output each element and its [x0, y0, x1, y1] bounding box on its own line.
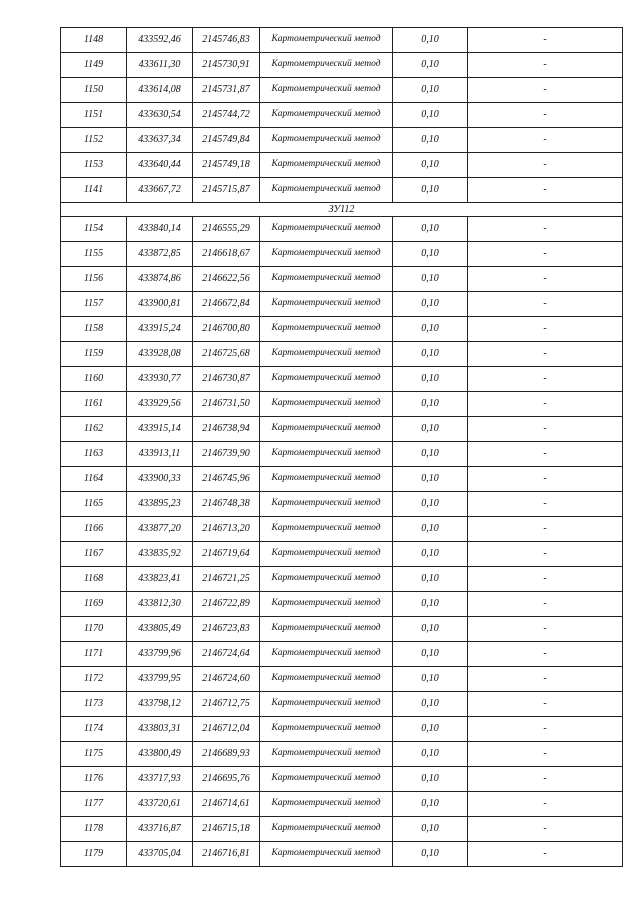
method-cell: Картометрический метод	[260, 617, 393, 642]
x-coordinate-cell: 433798,12	[127, 692, 193, 717]
table-row	[61, 78, 623, 103]
x-coordinate-cell: 433840,14	[127, 217, 193, 242]
note-cell: -	[468, 692, 623, 717]
point-number-cell: 1172	[61, 667, 127, 692]
accuracy-cell: 0,10	[393, 617, 468, 642]
x-coordinate-cell: 433915,24	[127, 317, 193, 342]
accuracy-cell: 0,10	[393, 642, 468, 667]
note-cell: -	[468, 492, 623, 517]
x-coordinate-cell: 433667,72	[127, 178, 193, 203]
accuracy-cell: 0,10	[393, 667, 468, 692]
group-label: ЗУ112	[61, 203, 623, 217]
accuracy-cell: 0,10	[393, 292, 468, 317]
table-row	[61, 792, 623, 817]
x-coordinate-cell: 433799,96	[127, 642, 193, 667]
method-cell: Картометрический метод	[260, 217, 393, 242]
table-row	[61, 342, 623, 367]
note-cell: -	[468, 153, 623, 178]
accuracy-cell: 0,10	[393, 28, 468, 53]
x-coordinate-cell: 433637,34	[127, 128, 193, 153]
x-coordinate-cell: 433913,11	[127, 442, 193, 467]
y-coordinate-cell: 2146731,50	[193, 392, 260, 417]
point-number-cell: 1177	[61, 792, 127, 817]
note-cell: -	[468, 592, 623, 617]
x-coordinate-cell: 433928,08	[127, 342, 193, 367]
table-row	[61, 817, 623, 842]
point-number-cell: 1159	[61, 342, 127, 367]
point-number-cell: 1170	[61, 617, 127, 642]
y-coordinate-cell: 2146730,87	[193, 367, 260, 392]
y-coordinate-cell: 2146714,61	[193, 792, 260, 817]
accuracy-cell: 0,10	[393, 442, 468, 467]
table-row	[61, 178, 623, 203]
point-number-cell: 1178	[61, 817, 127, 842]
accuracy-cell: 0,10	[393, 567, 468, 592]
y-coordinate-cell: 2145730,91	[193, 53, 260, 78]
x-coordinate-cell: 433800,49	[127, 742, 193, 767]
accuracy-cell: 0,10	[393, 592, 468, 617]
y-coordinate-cell: 2146689,93	[193, 742, 260, 767]
point-number-cell: 1175	[61, 742, 127, 767]
method-cell: Картометрический метод	[260, 642, 393, 667]
table-row	[61, 742, 623, 767]
table-row	[61, 717, 623, 742]
method-cell: Картометрический метод	[260, 367, 393, 392]
y-coordinate-cell: 2146672,84	[193, 292, 260, 317]
point-number-cell: 1174	[61, 717, 127, 742]
table-row	[61, 617, 623, 642]
point-number-cell: 1169	[61, 592, 127, 617]
point-number-cell: 1176	[61, 767, 127, 792]
x-coordinate-cell: 433900,33	[127, 467, 193, 492]
point-number-cell: 1166	[61, 517, 127, 542]
accuracy-cell: 0,10	[393, 103, 468, 128]
x-coordinate-cell: 433872,85	[127, 242, 193, 267]
point-number-cell: 1167	[61, 542, 127, 567]
y-coordinate-cell: 2145749,18	[193, 153, 260, 178]
accuracy-cell: 0,10	[393, 742, 468, 767]
point-number-cell: 1155	[61, 242, 127, 267]
note-cell: -	[468, 417, 623, 442]
method-cell: Картометрический метод	[260, 78, 393, 103]
table-row	[61, 292, 623, 317]
point-number-cell: 1152	[61, 128, 127, 153]
document-page	[60, 27, 622, 867]
accuracy-cell: 0,10	[393, 178, 468, 203]
x-coordinate-cell: 433823,41	[127, 567, 193, 592]
method-cell: Картометрический метод	[260, 667, 393, 692]
accuracy-cell: 0,10	[393, 78, 468, 103]
y-coordinate-cell: 2146721,25	[193, 567, 260, 592]
y-coordinate-cell: 2146719,64	[193, 542, 260, 567]
x-coordinate-cell: 433915,14	[127, 417, 193, 442]
table-row	[61, 692, 623, 717]
y-coordinate-cell: 2145715,87	[193, 178, 260, 203]
method-cell: Картометрический метод	[260, 267, 393, 292]
x-coordinate-cell: 433895,23	[127, 492, 193, 517]
accuracy-cell: 0,10	[393, 492, 468, 517]
y-coordinate-cell: 2146745,96	[193, 467, 260, 492]
table-row	[61, 367, 623, 392]
coordinates-table	[60, 27, 623, 867]
note-cell: -	[468, 842, 623, 867]
y-coordinate-cell: 2146724,64	[193, 642, 260, 667]
x-coordinate-cell: 433929,56	[127, 392, 193, 417]
y-coordinate-cell: 2146695,76	[193, 767, 260, 792]
x-coordinate-cell: 433717,93	[127, 767, 193, 792]
note-cell: -	[468, 103, 623, 128]
point-number-cell: 1161	[61, 392, 127, 417]
accuracy-cell: 0,10	[393, 392, 468, 417]
accuracy-cell: 0,10	[393, 217, 468, 242]
accuracy-cell: 0,10	[393, 128, 468, 153]
y-coordinate-cell: 2146712,75	[193, 692, 260, 717]
x-coordinate-cell: 433630,54	[127, 103, 193, 128]
x-coordinate-cell: 433877,20	[127, 517, 193, 542]
table-row	[61, 217, 623, 242]
table-row	[61, 242, 623, 267]
table-row	[61, 317, 623, 342]
note-cell: -	[468, 617, 623, 642]
table-row	[61, 517, 623, 542]
y-coordinate-cell: 2146724,60	[193, 667, 260, 692]
method-cell: Картометрический метод	[260, 28, 393, 53]
method-cell: Картометрический метод	[260, 842, 393, 867]
x-coordinate-cell: 433705,04	[127, 842, 193, 867]
coordinates-table-body	[61, 28, 623, 867]
accuracy-cell: 0,10	[393, 342, 468, 367]
table-row	[61, 492, 623, 517]
note-cell: -	[468, 442, 623, 467]
table-row	[61, 842, 623, 867]
accuracy-cell: 0,10	[393, 817, 468, 842]
method-cell: Картометрический метод	[260, 317, 393, 342]
y-coordinate-cell: 2146716,81	[193, 842, 260, 867]
x-coordinate-cell: 433640,44	[127, 153, 193, 178]
method-cell: Картометрический метод	[260, 542, 393, 567]
table-row	[61, 767, 623, 792]
method-cell: Картометрический метод	[260, 817, 393, 842]
method-cell: Картометрический метод	[260, 153, 393, 178]
note-cell: -	[468, 667, 623, 692]
note-cell: -	[468, 342, 623, 367]
y-coordinate-cell: 2146713,20	[193, 517, 260, 542]
note-cell: -	[468, 517, 623, 542]
note-cell: -	[468, 642, 623, 667]
note-cell: -	[468, 178, 623, 203]
accuracy-cell: 0,10	[393, 767, 468, 792]
table-row	[61, 103, 623, 128]
method-cell: Картометрический метод	[260, 717, 393, 742]
point-number-cell: 1160	[61, 367, 127, 392]
table-row	[61, 392, 623, 417]
table-row	[61, 567, 623, 592]
x-coordinate-cell: 433614,08	[127, 78, 193, 103]
point-number-cell: 1149	[61, 53, 127, 78]
method-cell: Картометрический метод	[260, 178, 393, 203]
x-coordinate-cell: 433611,30	[127, 53, 193, 78]
point-number-cell: 1141	[61, 178, 127, 203]
point-number-cell: 1153	[61, 153, 127, 178]
y-coordinate-cell: 2146715,18	[193, 817, 260, 842]
point-number-cell: 1164	[61, 467, 127, 492]
note-cell: -	[468, 742, 623, 767]
point-number-cell: 1165	[61, 492, 127, 517]
y-coordinate-cell: 2146622,56	[193, 267, 260, 292]
note-cell: -	[468, 367, 623, 392]
note-cell: -	[468, 317, 623, 342]
y-coordinate-cell: 2146722,89	[193, 592, 260, 617]
accuracy-cell: 0,10	[393, 417, 468, 442]
table-row	[61, 417, 623, 442]
note-cell: -	[468, 78, 623, 103]
note-cell: -	[468, 817, 623, 842]
accuracy-cell: 0,10	[393, 367, 468, 392]
method-cell: Картометрический метод	[260, 742, 393, 767]
y-coordinate-cell: 2145749,84	[193, 128, 260, 153]
point-number-cell: 1156	[61, 267, 127, 292]
accuracy-cell: 0,10	[393, 242, 468, 267]
method-cell: Картометрический метод	[260, 53, 393, 78]
table-row	[61, 592, 623, 617]
point-number-cell: 1173	[61, 692, 127, 717]
y-coordinate-cell: 2146738,94	[193, 417, 260, 442]
note-cell: -	[468, 242, 623, 267]
accuracy-cell: 0,10	[393, 153, 468, 178]
method-cell: Картометрический метод	[260, 467, 393, 492]
method-cell: Картометрический метод	[260, 492, 393, 517]
method-cell: Картометрический метод	[260, 242, 393, 267]
table-row	[61, 53, 623, 78]
method-cell: Картометрический метод	[260, 692, 393, 717]
point-number-cell: 1158	[61, 317, 127, 342]
y-coordinate-cell: 2145744,72	[193, 103, 260, 128]
method-cell: Картометрический метод	[260, 292, 393, 317]
method-cell: Картометрический метод	[260, 392, 393, 417]
x-coordinate-cell: 433874,86	[127, 267, 193, 292]
accuracy-cell: 0,10	[393, 842, 468, 867]
accuracy-cell: 0,10	[393, 542, 468, 567]
note-cell: -	[468, 792, 623, 817]
point-number-cell: 1151	[61, 103, 127, 128]
table-row	[61, 267, 623, 292]
note-cell: -	[468, 292, 623, 317]
accuracy-cell: 0,10	[393, 517, 468, 542]
x-coordinate-cell: 433799,95	[127, 667, 193, 692]
point-number-cell: 1162	[61, 417, 127, 442]
note-cell: -	[468, 467, 623, 492]
note-cell: -	[468, 542, 623, 567]
method-cell: Картометрический метод	[260, 103, 393, 128]
note-cell: -	[468, 267, 623, 292]
accuracy-cell: 0,10	[393, 467, 468, 492]
note-cell: -	[468, 53, 623, 78]
method-cell: Картометрический метод	[260, 567, 393, 592]
table-row	[61, 128, 623, 153]
table-row	[61, 667, 623, 692]
point-number-cell: 1150	[61, 78, 127, 103]
table-row	[61, 542, 623, 567]
table-row	[61, 642, 623, 667]
method-cell: Картометрический метод	[260, 128, 393, 153]
method-cell: Картометрический метод	[260, 342, 393, 367]
x-coordinate-cell: 433592,46	[127, 28, 193, 53]
y-coordinate-cell: 2146700,80	[193, 317, 260, 342]
point-number-cell: 1163	[61, 442, 127, 467]
y-coordinate-cell: 2146748,38	[193, 492, 260, 517]
note-cell: -	[468, 567, 623, 592]
x-coordinate-cell: 433805,49	[127, 617, 193, 642]
point-number-cell: 1168	[61, 567, 127, 592]
y-coordinate-cell: 2145731,87	[193, 78, 260, 103]
method-cell: Картометрический метод	[260, 517, 393, 542]
x-coordinate-cell: 433716,87	[127, 817, 193, 842]
y-coordinate-cell: 2146723,83	[193, 617, 260, 642]
accuracy-cell: 0,10	[393, 53, 468, 78]
table-row	[61, 467, 623, 492]
method-cell: Картометрический метод	[260, 792, 393, 817]
y-coordinate-cell: 2146725,68	[193, 342, 260, 367]
method-cell: Картометрический метод	[260, 592, 393, 617]
note-cell: -	[468, 128, 623, 153]
y-coordinate-cell: 2146618,67	[193, 242, 260, 267]
accuracy-cell: 0,10	[393, 317, 468, 342]
point-number-cell: 1148	[61, 28, 127, 53]
table-row	[61, 28, 623, 53]
accuracy-cell: 0,10	[393, 717, 468, 742]
x-coordinate-cell: 433930,77	[127, 367, 193, 392]
point-number-cell: 1171	[61, 642, 127, 667]
note-cell: -	[468, 28, 623, 53]
point-number-cell: 1154	[61, 217, 127, 242]
point-number-cell: 1157	[61, 292, 127, 317]
y-coordinate-cell: 2146712,04	[193, 717, 260, 742]
note-cell: -	[468, 392, 623, 417]
accuracy-cell: 0,10	[393, 792, 468, 817]
table-row	[61, 153, 623, 178]
note-cell: -	[468, 217, 623, 242]
accuracy-cell: 0,10	[393, 267, 468, 292]
x-coordinate-cell: 433803,31	[127, 717, 193, 742]
y-coordinate-cell: 2146739,90	[193, 442, 260, 467]
note-cell: -	[468, 767, 623, 792]
method-cell: Картометрический метод	[260, 767, 393, 792]
point-number-cell: 1179	[61, 842, 127, 867]
table-row	[61, 442, 623, 467]
x-coordinate-cell: 433835,92	[127, 542, 193, 567]
y-coordinate-cell: 2145746,83	[193, 28, 260, 53]
x-coordinate-cell: 433720,61	[127, 792, 193, 817]
group-header-row	[61, 203, 623, 217]
x-coordinate-cell: 433900,81	[127, 292, 193, 317]
accuracy-cell: 0,10	[393, 692, 468, 717]
method-cell: Картометрический метод	[260, 442, 393, 467]
y-coordinate-cell: 2146555,29	[193, 217, 260, 242]
method-cell: Картометрический метод	[260, 417, 393, 442]
x-coordinate-cell: 433812,30	[127, 592, 193, 617]
note-cell: -	[468, 717, 623, 742]
